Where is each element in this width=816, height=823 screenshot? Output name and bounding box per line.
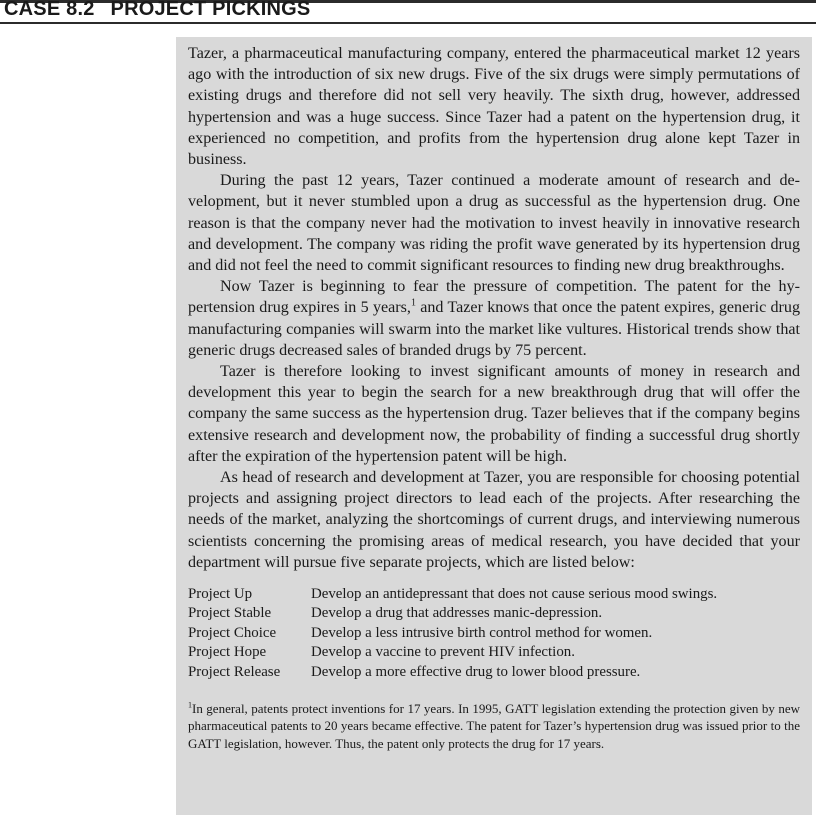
project-description: Develop a drug that addresses manic-depression. <box>311 605 603 622</box>
paragraph-3 <box>188 276 800 361</box>
project-description: Develop a vaccine to prevent HIV infection. <box>311 644 575 661</box>
title-rule <box>0 22 816 24</box>
project-description: Develop a more effective drug to lower blood pressure. <box>311 663 641 680</box>
paragraph-2: During the past 12 years, Tazer continued a moderate amount of research and development, but it never stumbled upon a drug as successful as the hypertension drug. One reason is that the company never had the motivation to invest heavily in innovative research and development. The company was riding the profit wave generated by its hypertension drug and did not feel the need to commit significant resources to finding new drug breakthroughs. <box>188 172 800 275</box>
footnote-text: In general, patents protect inventions for 17 years. In 1995, GATT legislation extending the protection given by new pharmaceutical patents to 20 years became effective. The patent for Tazer’s hypertension drug was issued prior to the GATT legislation, however. Thus, the patent only protects the drug for 17 years. <box>188 701 800 751</box>
footnote-reference: 1 <box>410 298 416 310</box>
project-list <box>188 585 800 682</box>
project-row <box>188 604 800 623</box>
paragraph-5: As head of research and development at Tazer, you are responsible for choosing potential projects and assigning project directors to lead each of the projects. After researching the needs of the market, analyzing the shortcomings of current drugs, and interviewing numerous scientists concerning the promising areas of medical research, you have decided that your department will pursue five separate projects, which are listed below: <box>188 469 800 571</box>
project-row <box>188 585 800 604</box>
project-row <box>188 624 800 643</box>
paragraph-1: Tazer, a pharmaceutical manufacturing company, entered the pharmaceutical market 12 years ago with the introduction of six new drugs. Five of the six drugs were simply permutations of existing drugs and therefore did not sell very heavily. The sixth drug, however, addressed hypertension and was a huge success. Since Tazer had a patent on the hypertension drug, it experienced no competition, and profits from the hypertension drug alone kept Tazer in business. <box>188 45 800 169</box>
case-heading <box>4 0 310 22</box>
paragraph-4: Tazer is therefore looking to invest significant amounts of money in research and development this year to begin the search for a new breakthrough drug that will offer the company the same success as the hypertension drug. Tazer believes that if the company begins extensive research and development now, the probability of finding a successful drug shortly after the expiration of the hypertension patent will be high. <box>188 363 800 465</box>
case-title: PROJECT PICKINGS <box>110 0 311 20</box>
footnote <box>188 700 800 752</box>
case-text-box <box>176 37 812 815</box>
project-description: Develop an antidepressant that does not cause serious mood swings. <box>311 586 718 603</box>
project-name: Project Hope <box>188 644 267 661</box>
project-name: Project Stable <box>188 605 272 622</box>
project-row <box>188 663 800 682</box>
footnote-marker: 1 <box>188 700 192 710</box>
paragraph-3-part-1: Now Tazer is beginning to fear the pressure of competition. The patent for the hypertension drug expires in 5 years, <box>188 278 800 317</box>
project-name: Project Up <box>188 586 253 603</box>
project-description: Develop a less intrusive birth control method for women. <box>311 624 653 641</box>
project-row <box>188 643 800 662</box>
project-name: Project Choice <box>188 624 277 641</box>
paragraph-3-part-2: and Tazer knows that once the patent expires, generic drug manufacturing companies will swarm into the market like vultures. Historical trends show that generic drugs decreased sales of branded drugs by 75 percent. <box>188 299 800 359</box>
project-name: Project Release <box>188 663 281 680</box>
case-number: CASE 8.2 <box>4 0 95 20</box>
